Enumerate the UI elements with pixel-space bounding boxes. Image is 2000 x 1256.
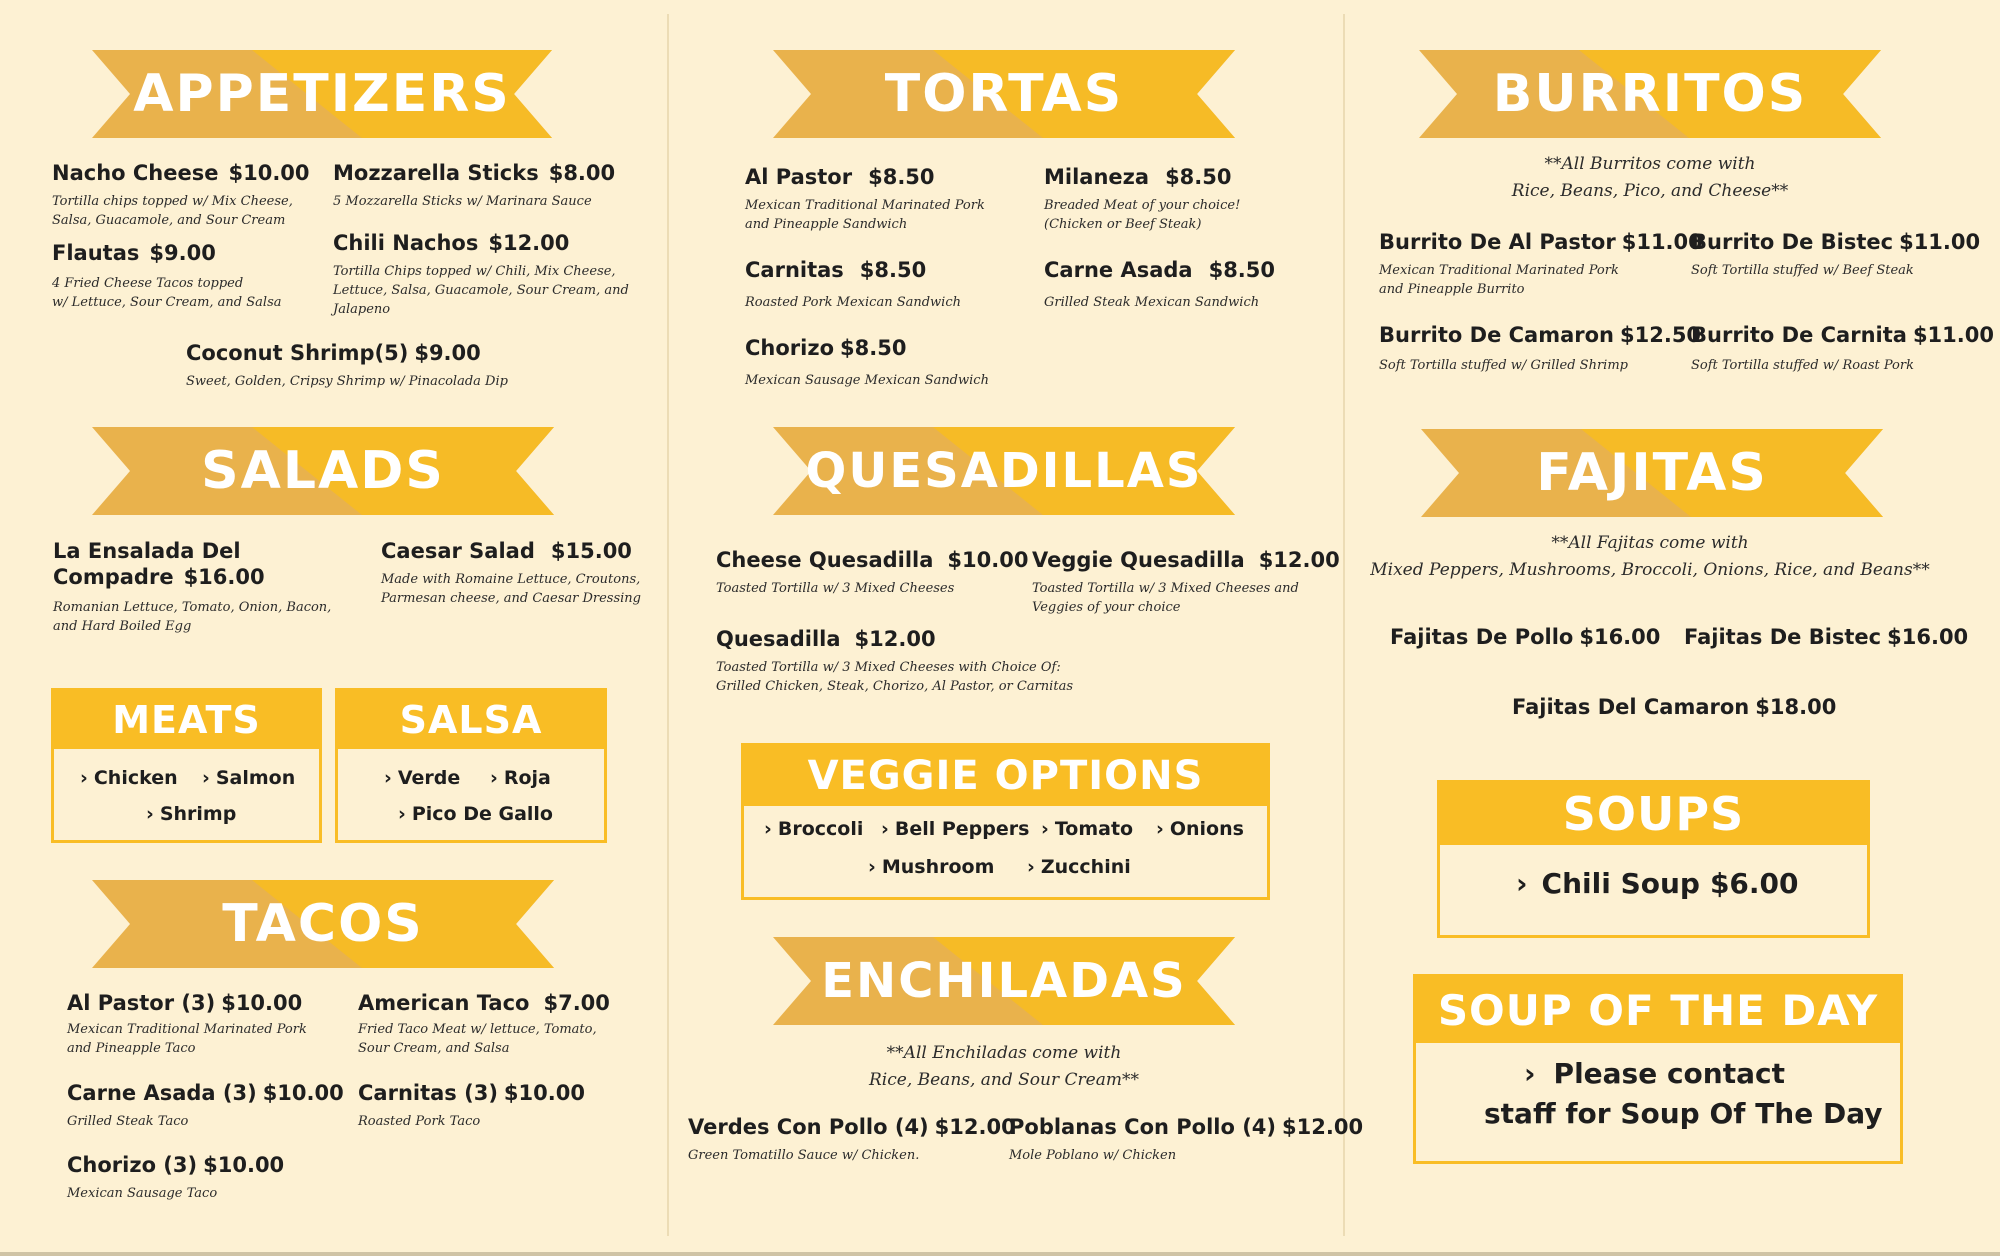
item-description: Salsa, Guacamole, and Sour Cream <box>52 213 286 228</box>
option-item <box>1516 867 1799 900</box>
item-price: $10.00 <box>203 1153 285 1177</box>
item-name: Carne Asada <box>1044 258 1193 282</box>
item-name: Flautas <box>52 241 140 265</box>
item-price: $11.00 <box>1899 230 1981 254</box>
soups-box <box>1437 780 1870 938</box>
option-label: Onions <box>1169 818 1244 840</box>
item-name: Compadre <box>53 565 174 589</box>
item-description: Jalapeno <box>333 302 391 317</box>
item-price: $8.50 <box>859 258 927 282</box>
menu-item <box>1032 547 1340 617</box>
item-name: Mozzarella Sticks <box>333 161 539 185</box>
item-name: La Ensalada Del <box>53 539 241 563</box>
menu-item <box>1379 229 1703 299</box>
chevron-right-icon: › <box>1041 818 1049 840</box>
soup-of-the-day-box <box>1413 974 1903 1164</box>
menu-item <box>333 230 629 319</box>
item-price: $10.00 <box>262 1081 344 1105</box>
chevron-right-icon: › <box>764 818 772 840</box>
option-label: Mushroom <box>881 856 995 878</box>
item-name: Nacho Cheese <box>52 161 219 185</box>
menu-item <box>67 1152 284 1203</box>
menu-item <box>1044 164 1240 234</box>
section-title: FAJITAS <box>1536 443 1768 503</box>
item-description: Sour Cream, and Salsa <box>358 1041 510 1056</box>
item-description: Mexican Traditional Marinated Pork <box>67 1022 307 1037</box>
item-name: Al Pastor (3) <box>67 991 216 1015</box>
item-price: $16.00 <box>183 565 265 589</box>
menu-item <box>716 547 1028 598</box>
section-title: ENCHILADAS <box>821 953 1187 1009</box>
chevron-right-icon: › <box>202 767 210 789</box>
section-title: SALADS <box>201 441 445 501</box>
item-description: Breaded Meat of your choice! <box>1044 198 1241 213</box>
chevron-right-icon: › <box>80 767 88 789</box>
item-description: Toasted Tortilla w/ 3 Mixed Cheeses and <box>1032 581 1299 596</box>
menu-item <box>358 1080 585 1131</box>
bottom-border <box>0 1252 2000 1256</box>
section-title: TORTAS <box>884 64 1124 124</box>
item-name: American Taco <box>358 991 530 1015</box>
item-description: w/ Lettuce, Sour Cream, and Salsa <box>52 295 282 310</box>
item-price: $16.00 <box>1887 625 1969 649</box>
salsa-box <box>335 688 607 843</box>
item-description: and Hard Boiled Egg <box>53 619 192 634</box>
item-description: Made with Romaine Lettuce, Croutons, <box>381 572 641 587</box>
item-description: Mole Poblano w/ Chicken <box>1009 1148 1177 1163</box>
item-price: $8.50 <box>868 165 935 189</box>
appetizers-banner <box>92 50 552 138</box>
item-description: and Pineapple Taco <box>67 1041 196 1056</box>
chevron-right-icon: › <box>881 818 889 840</box>
option-label: Tomato <box>1054 818 1134 840</box>
item-description: 5 Mozzarella Sticks w/ Marinara Sauce <box>333 194 592 209</box>
item-description: 4 Fried Cheese Tacos topped <box>52 276 244 291</box>
section-note <box>1400 151 1900 205</box>
item-description: and Pineapple Burrito <box>1379 282 1525 297</box>
soup-of-day-line: Please contact <box>1553 1057 1785 1090</box>
enchiladas-banner <box>773 937 1235 1025</box>
section-title: TACOS <box>222 894 424 954</box>
item-description: Roasted Pork Mexican Sandwich <box>745 295 961 310</box>
item-price: $9.00 <box>149 241 216 265</box>
option-item <box>1027 856 1131 878</box>
note-line: **All Enchiladas come with <box>886 1043 1122 1063</box>
menu-item <box>1684 624 1968 650</box>
item-price: $10.00 <box>221 991 303 1015</box>
item-description: (Chicken or Beef Steak) <box>1044 217 1202 232</box>
item-price: $18.00 <box>1755 695 1837 719</box>
menu-item <box>745 335 989 390</box>
item-name: Chorizo <box>745 336 834 360</box>
item-price: $11.00 <box>1621 230 1703 254</box>
item-price: $10.00 <box>228 161 310 185</box>
item-name: Quesadilla <box>716 627 841 651</box>
quesadillas-banner <box>773 427 1235 515</box>
chevron-right-icon: › <box>1027 856 1035 878</box>
menu-item <box>745 164 985 234</box>
option-item <box>764 818 863 840</box>
chevron-right-icon: › <box>146 803 154 825</box>
item-description: Tortilla Chips topped w/ Chili, Mix Cheese, <box>333 264 616 279</box>
tortas-banner <box>773 50 1235 138</box>
item-price: $12.00 <box>488 231 570 255</box>
item-price: $11.00 <box>1912 323 1994 347</box>
soup-price: $6.00 <box>1709 867 1799 900</box>
fajitas-banner <box>1421 429 1883 517</box>
section-note <box>764 1040 1244 1094</box>
item-price: $12.00 <box>1282 1115 1364 1139</box>
item-description: Toasted Tortilla w/ 3 Mixed Cheeses with Choice Of: <box>716 660 1061 675</box>
section-title: QUESADILLAS <box>805 443 1203 499</box>
option-item <box>1041 818 1133 840</box>
chevron-right-icon: › <box>398 803 406 825</box>
item-name: Milaneza <box>1044 165 1150 189</box>
item-price: $8.50 <box>1208 258 1276 282</box>
menu-item <box>67 990 307 1058</box>
item-name: Burrito De Bistec <box>1691 230 1894 254</box>
item-price: $7.00 <box>543 991 610 1015</box>
menu-item <box>52 160 310 230</box>
chevron-right-icon: › <box>1524 1057 1536 1090</box>
item-name: Verdes Con Pollo (4) <box>688 1115 929 1139</box>
note-line: **All Fajitas come with <box>1551 533 1749 553</box>
chevron-right-icon: › <box>1516 867 1528 900</box>
menu-item <box>67 1080 344 1131</box>
item-name: Fajitas Del Camaron <box>1512 695 1750 719</box>
item-description: Mexican Sausage Taco <box>67 1186 218 1201</box>
menu-item <box>1379 322 1701 375</box>
item-name: Burrito De Al Pastor <box>1379 230 1616 254</box>
option-label: Bell Peppers <box>894 818 1030 840</box>
option-item <box>384 767 460 789</box>
item-description: Grilled Chicken, Steak, Chorizo, Al Pastor, or Carnitas <box>716 679 1073 694</box>
item-name: Chili Nachos <box>333 231 479 255</box>
item-name: Cheese Quesadilla <box>716 548 934 572</box>
box-title: MEATS <box>54 691 319 749</box>
item-name: Burrito De Camaron <box>1379 323 1614 347</box>
option-item <box>1156 818 1244 840</box>
item-description: Soft Tortilla stuffed w/ Grilled Shrimp <box>1379 358 1628 373</box>
item-description: Parmesan cheese, and Caesar Dressing <box>381 591 642 606</box>
item-description: Mexican Traditional Marinated Pork <box>745 198 985 213</box>
item-description: Green Tomatillo Sauce w/ Chicken. <box>688 1148 920 1163</box>
option-item <box>868 856 994 878</box>
item-description: Lettuce, Salsa, Guacamole, Sour Cream, and <box>333 283 629 298</box>
item-name: Burrito De Carnita <box>1691 323 1907 347</box>
item-name: Al Pastor <box>745 165 853 189</box>
column-divider-right <box>1343 14 1345 1236</box>
item-price: $15.00 <box>550 539 632 563</box>
item-price: $12.00 <box>854 627 936 651</box>
item-price: $16.00 <box>1579 625 1661 649</box>
option-item <box>490 767 551 789</box>
note-line: Mixed Peppers, Mushrooms, Broccoli, Onions, Rice, and Beans** <box>1370 560 1930 580</box>
box-title: SALSA <box>338 691 604 749</box>
meats-box <box>51 688 322 843</box>
option-item <box>202 767 295 789</box>
item-description: Fried Taco Meat w/ lettuce, Tomato, <box>358 1022 597 1037</box>
soup-name: Chili Soup <box>1541 867 1700 900</box>
note-line: Rice, Beans, and Sour Cream** <box>869 1070 1139 1090</box>
menu-item <box>1691 229 1980 280</box>
item-name: Veggie Quesadilla <box>1032 548 1245 572</box>
item-name: Chorizo (3) <box>67 1153 198 1177</box>
menu-item <box>745 257 961 312</box>
item-price: $12.00 <box>1258 548 1340 572</box>
chevron-right-icon: › <box>384 767 392 789</box>
item-price: $10.00 <box>503 1081 585 1105</box>
option-label: Chicken <box>93 767 178 789</box>
menu-item <box>1691 322 1994 375</box>
menu-item <box>52 240 282 312</box>
item-description: Soft Tortilla stuffed w/ Beef Steak <box>1691 263 1914 278</box>
item-name: Fajitas De Pollo <box>1390 625 1574 649</box>
item-price: $8.50 <box>1165 165 1232 189</box>
burritos-banner <box>1419 50 1881 138</box>
option-label: Zucchini <box>1040 856 1131 878</box>
option-label: Broccoli <box>777 818 864 840</box>
option-label: Verde <box>397 767 461 789</box>
menu-item <box>716 626 1073 696</box>
menu-item <box>381 538 641 608</box>
tacos-banner <box>92 880 554 968</box>
item-name: Carnitas <box>745 258 844 282</box>
item-description: Veggies of your choice <box>1032 600 1181 615</box>
box-title: VEGGIE OPTIONS <box>744 746 1267 806</box>
item-description: Sweet, Golden, Cripsy Shrimp w/ Pinacolada Dip <box>186 374 508 389</box>
item-name: Carnitas (3) <box>358 1081 498 1105</box>
item-name: Caesar Salad <box>381 539 535 563</box>
item-name: Carne Asada (3) <box>67 1081 257 1105</box>
menu-item <box>1512 694 1836 720</box>
section-note <box>1360 530 1940 584</box>
chevron-right-icon: › <box>490 767 498 789</box>
option-item <box>881 818 1029 840</box>
menu-item <box>358 990 610 1058</box>
option-item <box>398 803 553 825</box>
chevron-right-icon: › <box>1156 818 1164 840</box>
item-price: $12.00 <box>934 1115 1016 1139</box>
item-name: Poblanas Con Pollo (4) <box>1009 1115 1277 1139</box>
item-description: Mexican Sausage Mexican Sandwich <box>745 373 989 388</box>
menu-item <box>1009 1114 1363 1165</box>
menu-item <box>1044 257 1275 312</box>
item-price: $10.00 <box>947 548 1029 572</box>
menu-item <box>688 1114 1016 1165</box>
box-title: SOUP OF THE DAY <box>1416 977 1900 1043</box>
item-description: Mexican Traditional Marinated Pork <box>1379 263 1619 278</box>
item-description: Romanian Lettuce, Tomato, Onion, Bacon, <box>53 600 332 615</box>
note-line: **All Burritos come with <box>1544 154 1756 174</box>
option-item <box>146 803 236 825</box>
item-description: Roasted Pork Taco <box>358 1114 481 1129</box>
item-price: $8.50 <box>840 336 907 360</box>
salads-banner <box>92 427 554 515</box>
item-name: Coconut Shrimp(5) <box>186 341 409 365</box>
option-item <box>80 767 178 789</box>
option-label: Salmon <box>215 767 296 789</box>
item-description: Toasted Tortilla w/ 3 Mixed Cheeses <box>716 581 955 596</box>
item-price: $9.00 <box>414 341 481 365</box>
item-description: Soft Tortilla stuffed w/ Roast Pork <box>1691 358 1914 373</box>
section-title: BURRITOS <box>1492 64 1808 124</box>
box-title: SOUPS <box>1440 783 1867 845</box>
item-price: $8.00 <box>548 161 616 185</box>
item-description: and Pineapple Sandwich <box>745 217 908 232</box>
item-name: Fajitas De Bistec <box>1684 625 1882 649</box>
veggie-options-box <box>741 743 1270 900</box>
menu-item <box>333 160 615 211</box>
option-item <box>1484 1097 1883 1130</box>
item-description: Tortilla chips topped w/ Mix Cheese, <box>52 194 293 209</box>
item-description: Grilled Steak Taco <box>67 1114 189 1129</box>
option-item <box>1524 1057 1785 1090</box>
menu-item <box>1390 624 1660 650</box>
chevron-right-icon: › <box>868 856 876 878</box>
column-divider-left <box>667 14 669 1236</box>
soup-of-day-line: staff for Soup Of The Day <box>1484 1097 1883 1130</box>
item-price: $12.50 <box>1620 323 1702 347</box>
option-label: Shrimp <box>159 803 237 825</box>
option-label: Pico De Gallo <box>411 803 553 825</box>
item-description: Grilled Steak Mexican Sandwich <box>1044 295 1260 310</box>
note-line: Rice, Beans, Pico, and Cheese** <box>1511 181 1789 201</box>
menu-item <box>53 538 331 636</box>
option-label: Roja <box>503 767 551 789</box>
menu-item <box>186 340 508 391</box>
section-title: APPETIZERS <box>133 64 511 124</box>
